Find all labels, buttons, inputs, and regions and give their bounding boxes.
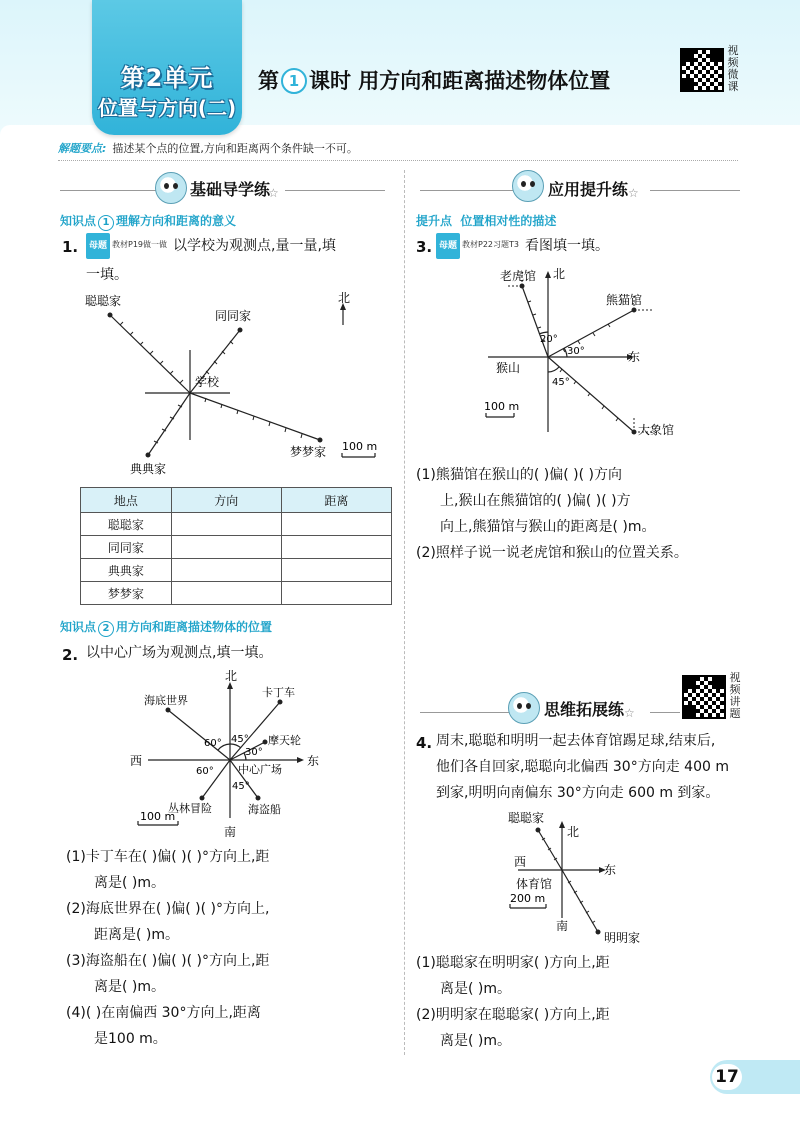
section-rule-right <box>650 190 740 191</box>
knowledge-point-1: 知识点 1 理解方向和距离的意义 <box>60 212 236 231</box>
qr-code-icon[interactable] <box>682 675 726 719</box>
d3-houshan-label: 猴山 <box>496 361 521 375</box>
qr-label-top: 视 频 微 课 <box>727 44 739 93</box>
tip-text: 描述某个点的位置,方向和距离两个条件缺一不可。 <box>112 142 358 155</box>
table-cell-direction-input[interactable] <box>171 559 281 582</box>
improvement-point: 提升点 位置相对性的描述 <box>416 214 557 228</box>
diagram-stadium <box>500 808 670 948</box>
d1-congcong-label: 聪聪家 <box>85 294 122 308</box>
q3-line: 上,猴山在熊猫馆的( )偏( )( )方 <box>440 493 631 509</box>
diagram-center-plaza <box>130 670 330 840</box>
mascot-icon <box>512 170 544 202</box>
d3-laohu-label: 老虎馆 <box>500 269 537 283</box>
table-cell-place: 梦梦家 <box>81 582 172 605</box>
question-2-text: 以中心广场为观测点,填一填。 <box>86 645 273 661</box>
qr-code-icon[interactable] <box>680 48 724 92</box>
q2-line: 距离是( )m。 <box>94 927 180 943</box>
d2-motian-label: 摩天轮 <box>268 734 301 747</box>
question-1-text-b: 一填。 <box>86 267 128 283</box>
table-cell-distance-input[interactable] <box>281 582 391 605</box>
d3-north-label: 北 <box>553 267 566 281</box>
d4-north-label: 北 <box>567 825 580 839</box>
knowledge-point-2: 知识点 2 用方向和距离描述物体的位置 <box>60 618 272 637</box>
mu-tag: 母题 <box>86 233 110 259</box>
d3-angle-20: 20° <box>540 334 558 345</box>
question-3-text: 母题 $^{教材P22习题T3}$ 看图填一填。 <box>436 232 609 259</box>
d4-south-label: 南 <box>556 919 569 933</box>
unit-subtitle: 位置与方向(二) <box>97 96 237 120</box>
q3-line: (2)照样子说一说老虎馆和猴山的位置关系。 <box>416 545 688 561</box>
d2-scale-label: 100 m <box>140 810 176 823</box>
section-rule-left <box>420 190 520 191</box>
question-4-answers <box>416 950 766 1054</box>
textbook-ref: 教材P19做一做 <box>112 240 168 249</box>
diagram-zoo <box>478 262 718 452</box>
d4-west-label: 西 <box>514 855 527 869</box>
d1-school-label: 学校 <box>195 375 220 389</box>
section-rule-right <box>285 190 385 191</box>
d2-angle-45a: 45° <box>231 734 249 745</box>
d1-scale-label: 100 m <box>342 440 378 453</box>
d4-scale-label: 200 m <box>510 892 546 905</box>
q4-line: (2)明明家在聪聪家( )方向上,距 <box>416 1007 610 1023</box>
table-row <box>81 559 392 582</box>
d2-angle-60b: 60° <box>196 766 214 777</box>
tip-key: 解题要点: <box>58 142 107 155</box>
q2-line: (3)海盗船在( )偏( )( )°方向上,距 <box>66 953 270 969</box>
table-row <box>81 513 392 536</box>
d1-diandian-label: 典典家 <box>130 462 167 476</box>
mu-tag: 母题 <box>436 233 460 259</box>
table-header-place: 地点 <box>81 488 172 513</box>
table-cell-direction-input[interactable] <box>171 582 281 605</box>
d2-south-label: 南 <box>224 825 237 839</box>
d3-east-label: 东 <box>628 350 641 364</box>
table-cell-direction-input[interactable] <box>171 513 281 536</box>
d2-haidao-label: 海盗船 <box>248 803 281 816</box>
d3-angle-45: 45° <box>552 377 570 388</box>
unit-title: 第2单元 <box>120 64 214 92</box>
mascot-icon <box>508 692 540 724</box>
section-title-applied: 应用提升练 <box>548 180 629 199</box>
ray-mengmeng <box>190 393 320 440</box>
table-row <box>81 582 392 605</box>
q2-line: 离是( )m。 <box>94 875 166 891</box>
d2-haidi-label: 海底世界 <box>144 694 188 707</box>
lesson-prefix: 第 <box>258 69 279 93</box>
location-table <box>80 487 392 605</box>
d1-north-label: 北 <box>338 291 351 305</box>
mascot-icon <box>155 172 187 204</box>
d2-angle-30: 30° <box>245 747 263 758</box>
section-rule-left <box>420 712 520 713</box>
star-icon: ☆ <box>268 186 279 200</box>
question-4-number: 4. <box>416 734 433 752</box>
question-4-text: 周末,聪聪和明明一起去体育馆踢足球,结束后, 他们各自回家,聪聪向北偏西 30°方向走 400 m 到家,明明向南偏东 30°方向走 600 m 到家。 <box>436 733 729 801</box>
question-2-number: 2. <box>62 646 79 664</box>
section-title-basic: 基础导学练 <box>190 180 271 199</box>
d2-angle-45b: 45° <box>232 781 250 792</box>
table-cell-place: 同同家 <box>81 536 172 559</box>
table-cell-distance-input[interactable] <box>281 559 391 582</box>
column-divider <box>404 170 405 1055</box>
d3-xiongmao-label: 熊猫馆 <box>606 293 643 307</box>
d1-mengmeng-label: 梦梦家 <box>290 445 327 459</box>
question-1-number: 1. <box>62 238 79 256</box>
q3-line: (1)熊猫馆在猴山的( )偏( )( )方向 <box>416 467 622 483</box>
table-cell-place: 典典家 <box>81 559 172 582</box>
table-cell-direction-input[interactable] <box>171 536 281 559</box>
table-cell-distance-input[interactable] <box>281 513 391 536</box>
d3-daxiang-label: 大象馆 <box>638 423 675 437</box>
d2-conglin-label: 丛林冒险 <box>168 802 212 815</box>
unit-badge <box>92 0 242 135</box>
q2-line: 离是( )m。 <box>94 979 166 995</box>
lesson-title <box>258 65 610 95</box>
table-header-distance: 距离 <box>281 488 391 513</box>
d2-east-label: 东 <box>307 754 320 768</box>
diagram-school <box>80 290 400 480</box>
d4-congcong-label: 聪聪家 <box>508 811 545 825</box>
q4-line: 离是( )m。 <box>440 981 512 997</box>
q4-line: (1)聪聪家在明明家( )方向上,距 <box>416 955 610 971</box>
table-cell-distance-input[interactable] <box>281 536 391 559</box>
ray-diandian <box>148 393 190 455</box>
section-rule-right <box>650 712 680 713</box>
d4-mingming-label: 明明家 <box>604 931 641 945</box>
qr-label-mid: 视 频 讲 题 <box>729 671 741 720</box>
lesson-title-text: 课时 用方向和距离描述物体位置 <box>309 69 611 93</box>
d2-kading-label: 卡丁车 <box>262 686 295 699</box>
q2-line: (2)海底世界在( )偏( )( )°方向上, <box>66 901 270 917</box>
q4-line: 离是( )m。 <box>440 1033 512 1049</box>
d3-scale-label: 100 m <box>484 400 520 413</box>
question-3-number: 3. <box>416 238 433 256</box>
q2-line: (4)( )在南偏西 30°方向上,距离 <box>66 1005 261 1021</box>
d2-west-label: 西 <box>130 754 143 768</box>
d3-angle-30: 30° <box>567 346 585 357</box>
table-header-direction: 方向 <box>171 488 281 513</box>
d2-north-label: 北 <box>225 670 238 683</box>
tip-line <box>58 140 738 161</box>
lesson-number: 1 <box>281 68 307 94</box>
d2-center-label: 中心广场 <box>238 763 282 776</box>
d2-angle-60a: 60° <box>204 738 222 749</box>
q2-line: 是100 m。 <box>94 1031 167 1047</box>
q3-line: 向上,熊猫馆与猴山的距离是( )m。 <box>440 519 656 535</box>
table-cell-place: 聪聪家 <box>81 513 172 536</box>
question-2-answers <box>66 844 396 1052</box>
star-icon: ☆ <box>624 706 635 720</box>
question-1-text: 母题 $^{教材P19做一做}$ 以学校为观测点,量一量,填 <box>86 232 406 259</box>
d1-tongtong-label: 同同家 <box>215 309 252 323</box>
d4-east-label: 东 <box>604 863 617 877</box>
section-rule-left <box>60 190 160 191</box>
question-3-answers <box>416 462 756 566</box>
section-title-expand: 思维拓展练 <box>544 700 625 719</box>
d4-center-label: 体育馆 <box>516 877 553 891</box>
table-row <box>81 536 392 559</box>
textbook-ref: 教材P22习题T3 <box>462 240 519 249</box>
q2-line: (1)卡丁车在( )偏( )( )°方向上,距 <box>66 849 270 865</box>
star-icon: ☆ <box>628 186 639 200</box>
page-number: 17 <box>712 1064 742 1090</box>
